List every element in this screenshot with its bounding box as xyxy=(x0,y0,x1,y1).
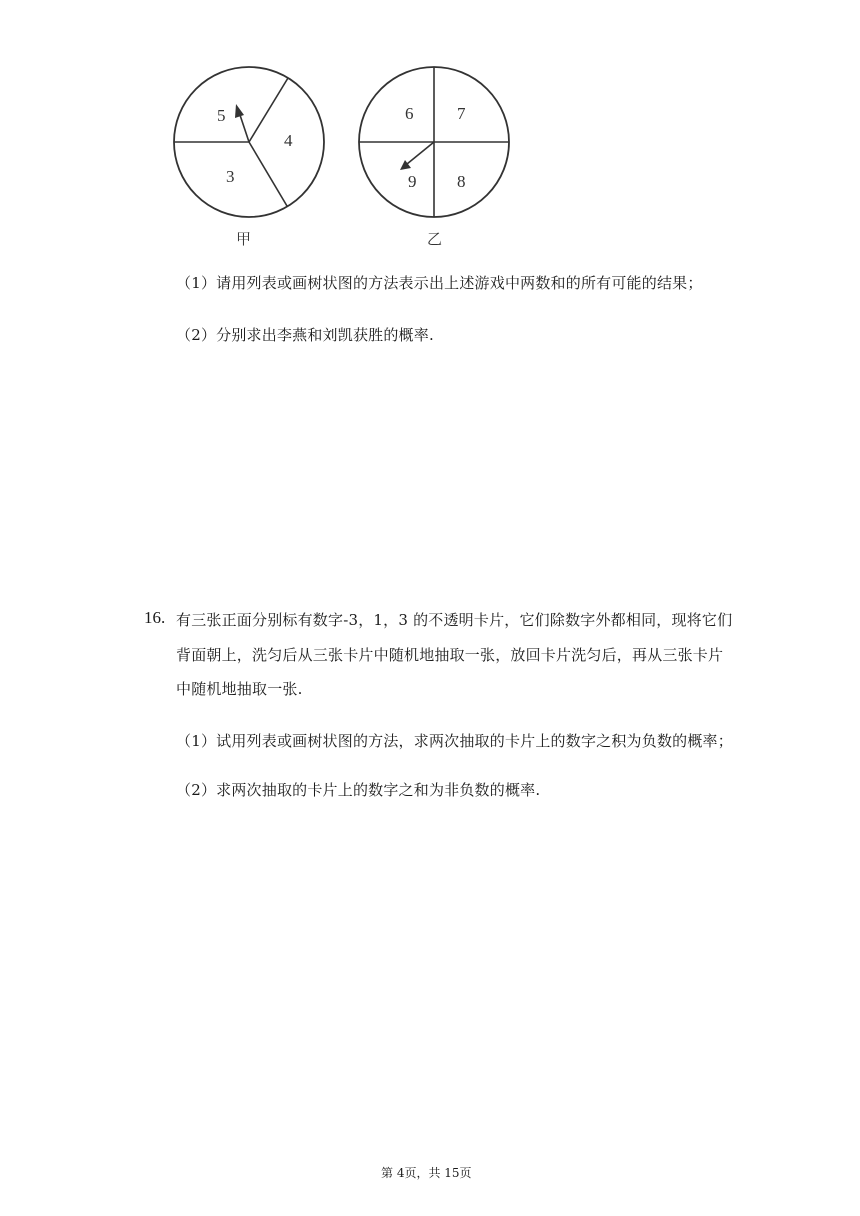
q16-stem-line3: 中随机地抽取一张. xyxy=(176,680,303,698)
spinner-a xyxy=(174,67,324,248)
q16-number: 16. xyxy=(144,608,166,627)
q16-stem-line2: 背面朝上，洗匀后从三张卡片中随机地抽取一张，放回卡片洗匀后，再从三张卡片 xyxy=(176,646,724,664)
spinner-b-sector-6: 6 xyxy=(405,104,414,123)
spinner-b-sector-8: 8 xyxy=(457,172,466,191)
spinner-b-sector-9: 9 xyxy=(408,172,417,191)
q15-part2: （2）分别求出李燕和刘凯获胜的概率. xyxy=(176,326,434,344)
spinner-a-sector-5: 5 xyxy=(217,106,226,125)
spinner-b-caption: 乙 xyxy=(427,232,443,248)
page-footer: 第 4页，共 15页 xyxy=(381,1166,472,1180)
spinner-a-sector-4: 4 xyxy=(284,131,293,150)
spinner-a-caption: 甲 xyxy=(236,232,252,248)
spinner-a-sector-3: 3 xyxy=(226,167,235,186)
q16-stem-line1: 有三张正面分别标有数字-3，1，3 的不透明卡片，它们除数字外都相同，现将它们 xyxy=(176,611,733,629)
pointer-a xyxy=(239,112,249,142)
spinner-b xyxy=(359,67,509,248)
q16-part2: （2）求两次抽取的卡片上的数字之和为非负数的概率. xyxy=(176,781,541,799)
pointer-b xyxy=(407,142,434,164)
q16-part1: （1）试用列表或画树状图的方法，求两次抽取的卡片上的数字之积为负数的概率； xyxy=(176,732,733,750)
spinner-figure xyxy=(160,60,540,260)
q15-part1: （1）请用列表或画树状图的方法表示出上述游戏中两数和的所有可能的结果； xyxy=(176,274,703,292)
spinner-b-sector-7: 7 xyxy=(457,104,466,123)
